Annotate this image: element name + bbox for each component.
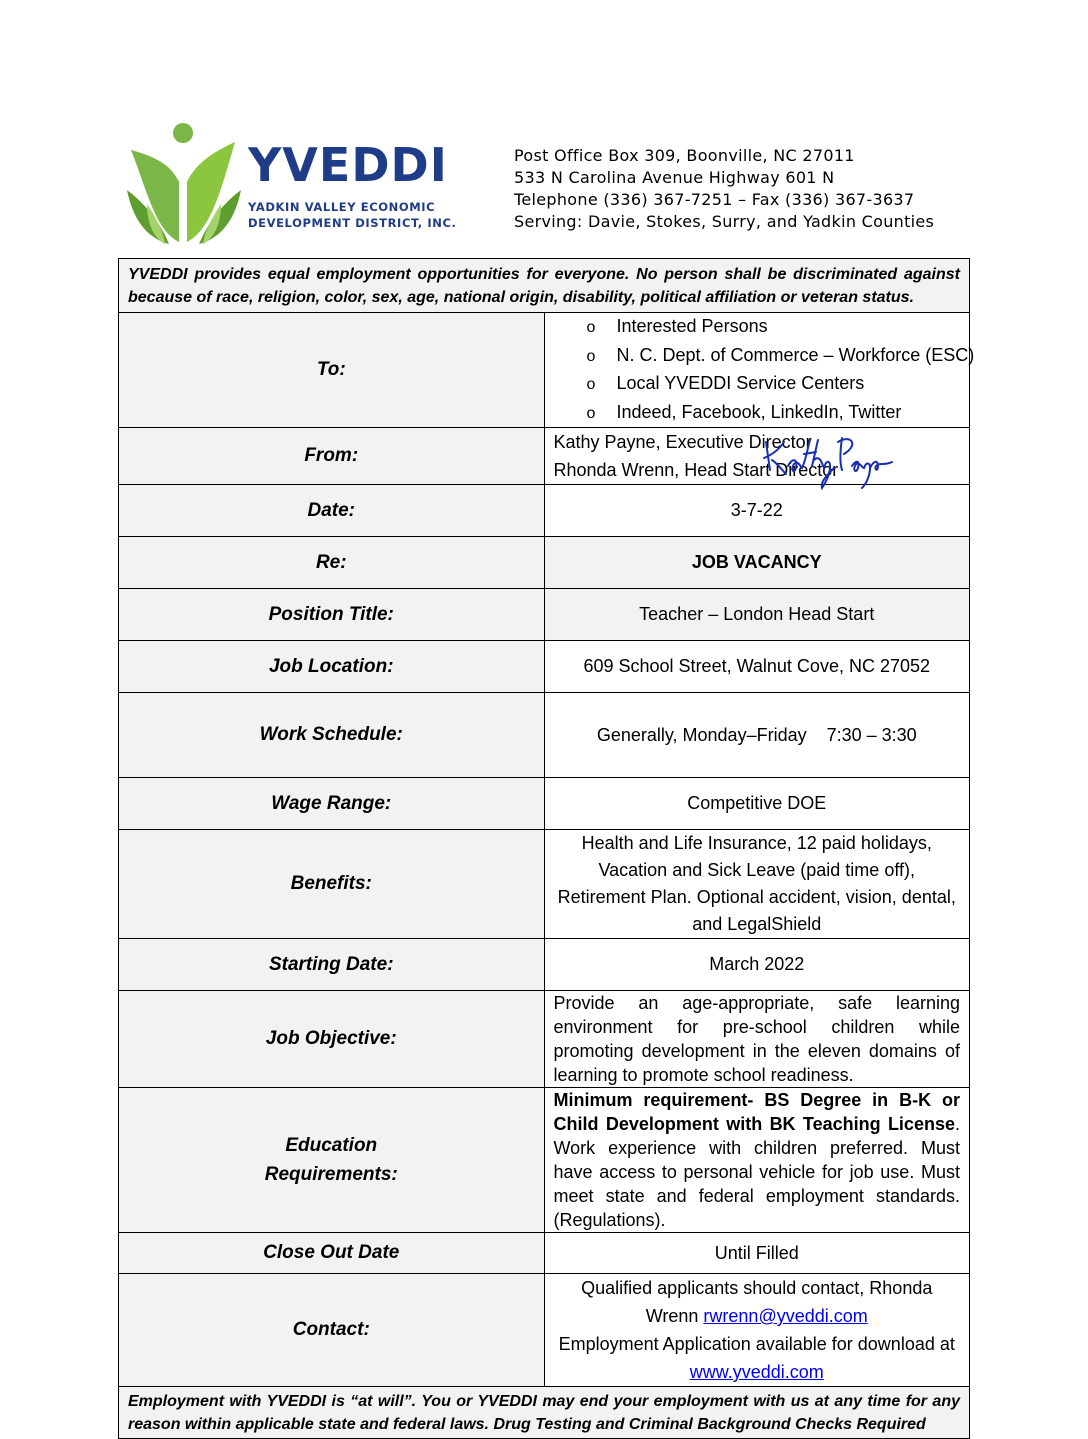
education-minimum: Minimum requirement- BS Degree in B-K or Child Development with BK Teaching License (553, 1090, 960, 1134)
list-item (587, 370, 961, 399)
contact-text: Employment Application available for download at (558, 1334, 955, 1354)
to-label: To: (119, 313, 545, 428)
list-item (587, 313, 961, 342)
closeout-label: Close Out Date (119, 1233, 545, 1274)
recipient-text: Interested Persons (616, 316, 768, 336)
bullet-icon: o (586, 376, 596, 393)
re-row (119, 537, 970, 589)
address-line: Serving: Davie, Stokes, Surry, and Yadkin Counties (514, 212, 935, 231)
wage-value: Competitive DOE (544, 778, 970, 830)
address-line: 533 N Carolina Avenue Highway 601 N (514, 168, 835, 187)
wage-row (119, 778, 970, 830)
signature-image (760, 430, 900, 490)
logo-name: YVEDDI (248, 138, 448, 192)
starting-value: March 2022 (544, 939, 970, 991)
objective-row (119, 991, 970, 1088)
date-value: 3-7-22 (544, 485, 970, 537)
from-line: Rhonda Wrenn, Head Start Director (553, 460, 839, 480)
from-value (544, 428, 970, 485)
education-row (119, 1088, 970, 1233)
address-line: Telephone (336) 367-7251 – Fax (336) 367-3637 (514, 190, 915, 209)
recipient-text: Local YVEDDI Service Centers (616, 373, 865, 393)
bullet-icon: o (586, 319, 596, 336)
objective-label: Job Objective: (119, 991, 545, 1088)
closeout-value: Until Filled (544, 1233, 970, 1274)
schedule-value: Generally, Monday–Friday 7:30 – 3:30 (544, 693, 970, 778)
address-line: Post Office Box 309, Boonville, NC 27011 (514, 146, 855, 165)
re-value: JOB VACANCY (544, 537, 970, 589)
contact-value (544, 1274, 970, 1387)
contact-row (119, 1274, 970, 1387)
address-block (514, 145, 934, 233)
education-label-line: Requirements: (264, 1164, 398, 1185)
schedule-label: Work Schedule: (119, 693, 545, 778)
education-details: . Work experience with children preferred. Must have access to personal vehicle for job use. Must meet state and federal employment standards. (Regulations). (553, 1114, 960, 1230)
re-label: Re: (119, 537, 545, 589)
closeout-row (119, 1233, 970, 1274)
at-will-notice: Employment with YVEDDI is “at will”. You or YVEDDI may end your employment with us at any time for any reason within applicable state and federal laws. Drug Testing and Criminal Background Checks Required (119, 1387, 970, 1439)
date-row (119, 485, 970, 537)
contact-label: Contact: (119, 1274, 545, 1387)
objective-value: Provide an age-appropriate, safe learning environment for pre-school children while promoting development in the eleven domains of learning to promote school readiness. (544, 991, 970, 1088)
bullet-icon: o (586, 404, 596, 422)
date-label: Date: (119, 485, 545, 537)
location-label: Job Location: (119, 641, 545, 693)
contact-text: Qualified applicants should contact, Rhonda Wrenn (581, 1278, 933, 1326)
list-item (587, 399, 961, 428)
to-value (544, 313, 975, 428)
benefits-value: Health and Life Insurance, 12 paid holidays, Vacation and Sick Leave (paid time off), Retirement Plan. Optional accident, vision, dental, and LegalShield (544, 830, 970, 939)
footer-row (119, 1387, 970, 1439)
benefits-label: Benefits: (119, 830, 545, 939)
to-row (119, 313, 970, 428)
education-label-line: Education (285, 1135, 378, 1156)
position-label: Position Title: (119, 589, 545, 641)
bullet-icon: o (586, 347, 596, 365)
notice-row (119, 259, 970, 313)
yveddi-logo (125, 120, 455, 245)
schedule-row (119, 693, 970, 778)
recipient-list (554, 313, 975, 427)
logo-subtitle-line2: DEVELOPMENT DISTRICT, INC. (248, 216, 457, 230)
starting-label: Starting Date: (119, 939, 545, 991)
contact-line-2 (554, 1330, 961, 1386)
recipient-text: Indeed, Facebook, LinkedIn, Twitter (616, 401, 902, 422)
position-row (119, 589, 970, 641)
logo-subtitle-line1: YADKIN VALLEY ECONOMIC (248, 200, 436, 214)
eeo-notice: YVEDDI provides equal employment opportunities for everyone. No person shall be discriminated against because of race, religion, color, sex, age, national origin, disability, political affiliation or veteran status. (119, 259, 970, 313)
from-line: Kathy Payne, Executive Director (553, 432, 812, 452)
location-row (119, 641, 970, 693)
benefits-row (119, 830, 970, 939)
position-value: Teacher – London Head Start (544, 589, 970, 641)
logo-figure-icon (125, 120, 245, 245)
education-label (119, 1088, 545, 1233)
location-value: 609 School Street, Walnut Cove, NC 27052 (544, 641, 970, 693)
website-link[interactable]: www.yveddi.com (689, 1362, 824, 1382)
education-value (544, 1088, 970, 1233)
wage-label: Wage Range: (119, 778, 545, 830)
from-label: From: (119, 428, 545, 485)
recipient-text: N. C. Dept. of Commerce – Workforce (ESC) (616, 344, 975, 365)
contact-line-1 (554, 1274, 961, 1330)
email-link[interactable]: rwrenn@yveddi.com (703, 1306, 868, 1326)
starting-row (119, 939, 970, 991)
list-item (586, 342, 975, 371)
